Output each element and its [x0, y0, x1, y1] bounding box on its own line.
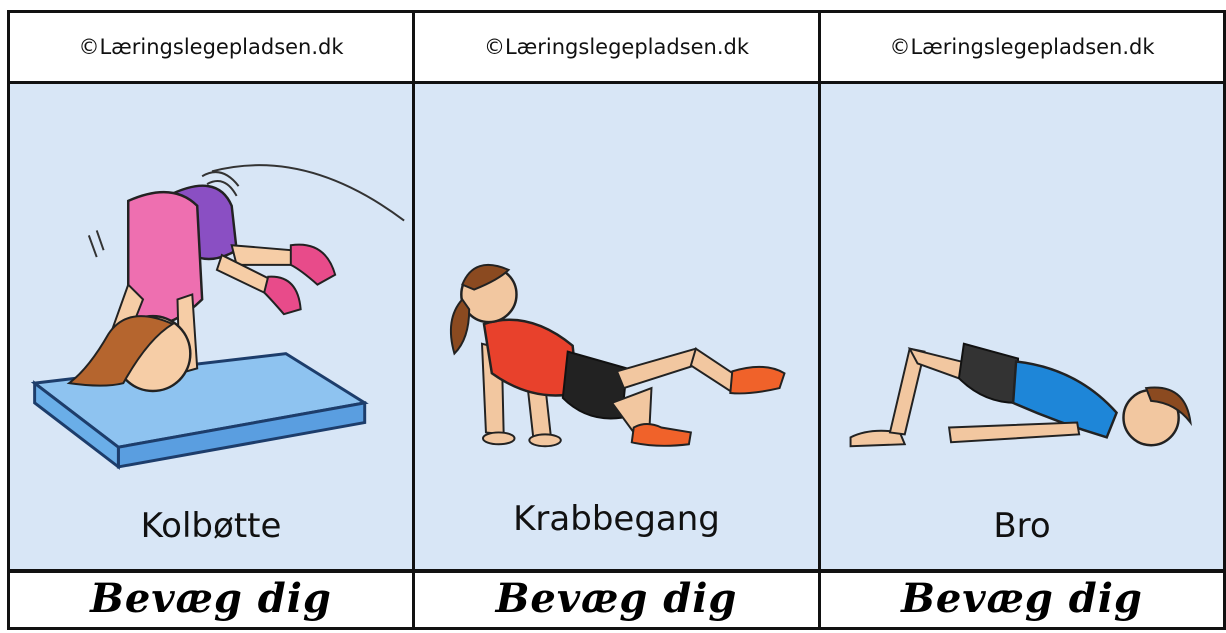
footer-slogan: Bevæg dig — [90, 574, 332, 622]
copyright-header: ©Læringslegepladsen.dk — [10, 13, 412, 84]
illustration-panel — [10, 84, 412, 573]
copyright-header: ©Læringslegepladsen.dk — [415, 13, 818, 84]
card-bro — [818, 10, 1226, 630]
exercise-name: Bro — [993, 506, 1051, 546]
card-krabbegang — [412, 10, 821, 630]
exercise-name: Kolbøtte — [140, 506, 282, 546]
card-kolbotte — [7, 10, 415, 630]
footer-slogan: Bevæg dig — [901, 574, 1143, 622]
forward-roll-illustration — [10, 84, 412, 569]
bridge-illustration — [821, 84, 1223, 569]
exercise-name: Krabbegang — [513, 499, 720, 539]
footer-slogan: Bevæg dig — [495, 574, 738, 622]
copyright-header: ©Læringslegepladsen.dk — [821, 13, 1223, 84]
crab-walk-illustration — [415, 84, 818, 569]
illustration-panel — [821, 84, 1223, 573]
